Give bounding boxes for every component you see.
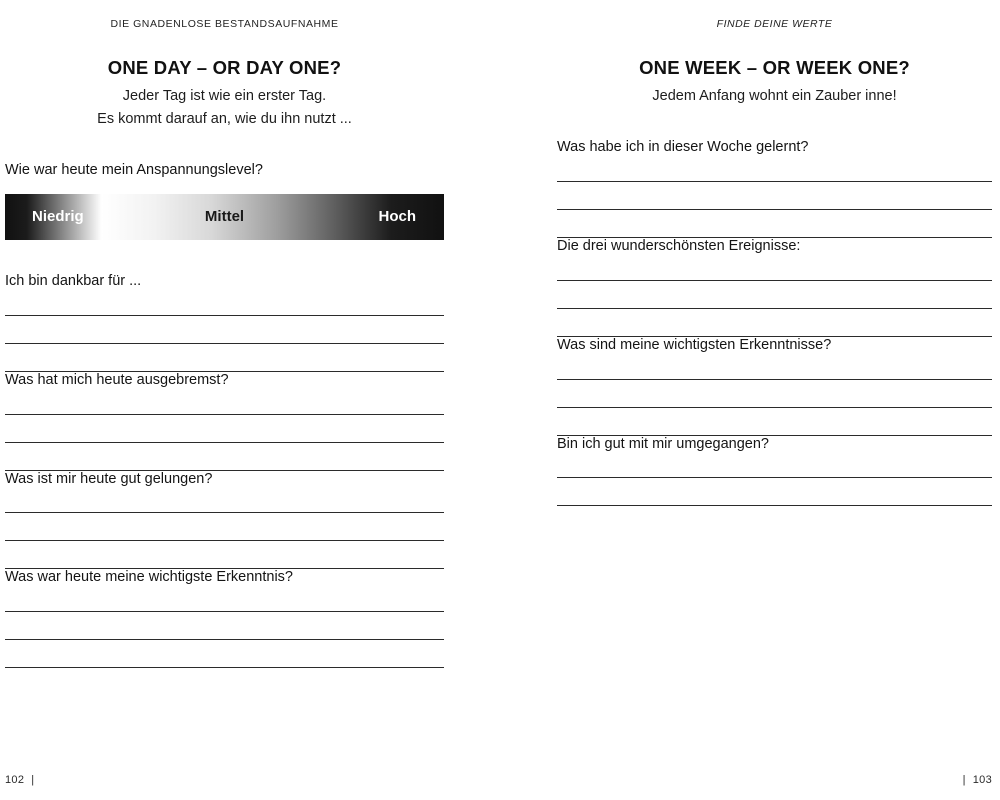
writing-line[interactable] [5, 512, 444, 513]
left-section-ausgebremst [5, 371, 444, 471]
scale-label-mid: Mittel [204, 208, 245, 226]
scale-label-high: Hoch [378, 208, 416, 226]
intensity-scale-bar[interactable] [5, 194, 444, 240]
right-section-umgegangen [557, 435, 992, 507]
scale-label-low: Niedrig [32, 208, 84, 226]
right-folio-separator: | [962, 774, 966, 786]
right-folio [956, 774, 992, 786]
right-page [500, 0, 1000, 800]
left-prompt-1: Wie war heute mein Anspannungslevel? [5, 162, 263, 179]
right-writing-lines-2[interactable] [557, 280, 992, 337]
left-prompt-5: Was war heute meine wichtigste Erkenntnis? [5, 569, 293, 586]
left-prompt-3: Was hat mich heute ausgebremst? [5, 371, 229, 388]
left-folio-number: 102 [5, 774, 25, 786]
left-page-title: ONE DAY – OR DAY ONE? [107, 57, 342, 78]
right-page-title: ONE WEEK – OR WEEK ONE? [639, 57, 910, 78]
right-folio-number: 103 [972, 774, 992, 786]
left-subtitle-line-2: Es kommt darauf an, wie du ihn nutzt ... [97, 111, 352, 128]
right-section-erkenntnisse [557, 336, 992, 436]
writing-line[interactable] [557, 407, 992, 408]
right-writing-lines-1[interactable] [557, 181, 992, 238]
writing-line[interactable] [557, 308, 992, 309]
left-prompt-4: Was ist mir heute gut gelungen? [5, 470, 213, 487]
left-section-dankbar [5, 272, 444, 372]
left-title-block [5, 57, 444, 130]
writing-line[interactable] [5, 414, 444, 415]
right-prompt-3: Was sind meine wichtigsten Erkenntnisse? [557, 336, 832, 353]
left-folio-separator: | [31, 774, 35, 786]
writing-line[interactable] [5, 540, 444, 541]
right-writing-lines-3[interactable] [557, 379, 992, 436]
writing-line[interactable] [557, 280, 992, 281]
writing-line[interactable] [5, 667, 444, 668]
left-writing-lines-2[interactable] [5, 315, 444, 372]
left-running-head: DIE GNADENLOSE BESTANDSAUFNAHME [110, 18, 339, 30]
right-section-ereignisse [557, 237, 992, 337]
right-writing-lines-4[interactable] [557, 477, 992, 506]
writing-line[interactable] [557, 379, 992, 380]
left-section-erkenntnis [5, 568, 444, 668]
writing-line[interactable] [557, 477, 992, 478]
left-writing-lines-5[interactable] [5, 611, 444, 668]
left-section-gelungen [5, 470, 444, 570]
writing-line[interactable] [557, 505, 992, 506]
writing-line[interactable] [5, 611, 444, 612]
writing-line[interactable] [5, 343, 444, 344]
left-writing-lines-4[interactable] [5, 512, 444, 569]
right-running-head: FINDE DEINE WERTE [716, 18, 833, 30]
right-prompt-4: Bin ich gut mit mir umgegangen? [557, 435, 769, 452]
right-section-gelernt [557, 138, 992, 238]
right-title-block [557, 57, 992, 107]
right-subtitle-line-1: Jedem Anfang wohnt ein Zauber inne! [652, 88, 897, 104]
left-subtitle-line-1: Jeder Tag ist wie ein erster Tag. [122, 88, 327, 104]
left-folio [5, 774, 41, 786]
writing-line[interactable] [5, 639, 444, 640]
writing-line[interactable] [5, 442, 444, 443]
writing-line[interactable] [5, 315, 444, 316]
left-prompt-2: Ich bin dankbar für ... [5, 272, 142, 289]
right-prompt-2: Die drei wunderschönsten Ereignisse: [557, 237, 801, 254]
left-writing-lines-3[interactable] [5, 414, 444, 471]
writing-line[interactable] [557, 181, 992, 182]
writing-line[interactable] [557, 209, 992, 210]
right-prompt-1: Was habe ich in dieser Woche gelernt? [557, 139, 809, 156]
left-section-anspannungslevel [5, 161, 444, 240]
